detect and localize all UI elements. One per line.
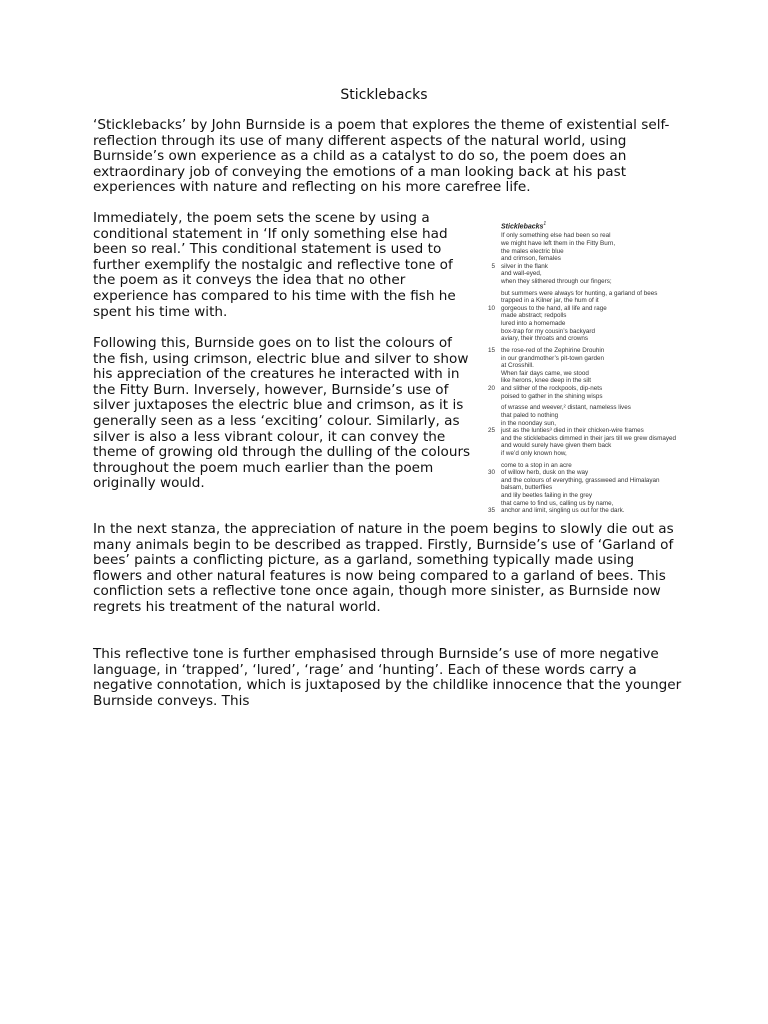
poem-line-text: If only something else had been so real xyxy=(501,232,611,240)
paragraph-negative-language: This reflective tone is further emphasised through Burnside’s use of more negative language, in ‘trapped’, ‘lured’, ‘rage’ and ‘hunting’. Each of these words carry a negative connotation, which is juxtaposed by the childlike innocence that the younger Burnside conveys. This xyxy=(93,646,682,709)
poem-line-text: gorgeous to the hand, all life and rage xyxy=(501,304,607,312)
poem-line-text: we might have left them in the Fitty Burn, xyxy=(501,239,616,247)
poem-line-text: balsam, butterflies xyxy=(501,484,553,492)
poem-line xyxy=(481,420,706,428)
poem-stanza xyxy=(481,462,706,515)
poem-line-number: 5 xyxy=(491,262,495,270)
poem-line xyxy=(481,362,706,370)
poem-line xyxy=(481,248,706,256)
paragraph-conditional: Immediately, the poem sets the scene by using a conditional statement in ‘If only something else had been so real.’ This conditional statement is used to further exemplify the nostalgic and reflective tone of the poem as it conveys the idea that no other experience has compared to his time with the fish he spent his time with. xyxy=(93,210,456,320)
poem-line xyxy=(481,385,706,393)
poem-line-number: 25 xyxy=(487,427,495,435)
poem-title-text: Sticklebacks xyxy=(501,223,544,231)
poem-line-text: and the colours of everything, grassweed and Himalayan xyxy=(501,476,660,484)
poem-line xyxy=(481,404,706,412)
poem-line-text: and the sticklebacks dimmed in their jars till we grew dismayed xyxy=(501,434,676,442)
poem-line xyxy=(481,263,706,271)
poem-line xyxy=(481,435,706,443)
poem-line-text: but summers were always for hunting, a garland of bees xyxy=(501,289,658,297)
paragraph-colours: Following this, Burnside goes on to list the colours of the fish, using crimson, electric blue and silver to show his appreciation of the creatures he interacted with in the Fitty Burn. Inversely, however, Burnside’s use of silver juxtaposes the electric blue and crimson, as it is generally seen as a less ‘exciting’ colour. Similarly, as silver is also a less vibrant colour, it can convey the theme of growing old through the dulling of the colours throughout the poem much earlier than the poem originally would. xyxy=(93,335,471,492)
poem-line xyxy=(481,477,706,485)
poem-line-text: and crimson, females xyxy=(501,255,561,263)
poem-line xyxy=(481,412,706,420)
poem-stanza xyxy=(481,232,706,285)
poem-line xyxy=(481,278,706,286)
poem-line-text: and wall-eyed, xyxy=(501,270,542,278)
poem-line xyxy=(481,393,706,401)
poem-line-text: if we’d only known how, xyxy=(501,449,567,457)
poem-stanza xyxy=(481,347,706,400)
poem-line-number: 20 xyxy=(487,384,495,392)
poem-line xyxy=(481,232,706,240)
poem-line xyxy=(481,328,706,336)
poem-line-text: come to a stop in an acre xyxy=(501,461,572,469)
poem-line xyxy=(481,347,706,355)
poem-line-text: and slither of the rockpools, dip-nets xyxy=(501,384,603,392)
poem-line-text: that paled to nothing xyxy=(501,411,559,419)
poem-stanza xyxy=(481,290,706,343)
poem-title-footnote: 1 xyxy=(543,221,547,227)
paragraph-intro: ‘Sticklebacks’ by John Burnside is a poem that explores the theme of existential self-reflection through its use of many different aspects of the natural world, using Burnside’s own experience as a child as a catalyst to do so, the poem does an extraordinary job of conveying the emotions of a man looking back at his past experiences with nature and reflecting on his more carefree life. xyxy=(93,117,670,196)
poem-line xyxy=(481,335,706,343)
poem-line xyxy=(481,312,706,320)
poem-line xyxy=(481,297,706,305)
poem-line-text: of wrasse and weever,² distant, nameless lives xyxy=(501,404,631,412)
poem-line xyxy=(481,450,706,458)
poem-line-text: when they slithered through our fingers; xyxy=(501,277,612,285)
poem-line-number: 10 xyxy=(487,304,495,312)
poem-line xyxy=(481,484,706,492)
poem-line-text: the rose-red of the Zephirine Drouhin xyxy=(501,347,605,355)
poem-image xyxy=(481,220,706,515)
poem-line-number: 30 xyxy=(487,469,495,477)
poem-line xyxy=(481,462,706,470)
poem-line-text: When fair days came, we stood xyxy=(501,369,589,377)
poem-title xyxy=(481,220,706,231)
poem-line-text: in the noonday sun, xyxy=(501,419,556,427)
poem-line-text: and lily beetles failing in the grey xyxy=(501,492,593,500)
poem-line xyxy=(481,355,706,363)
poem-line-number: 35 xyxy=(487,507,495,515)
poem-line xyxy=(481,240,706,248)
poem-line xyxy=(481,290,706,298)
poem-line xyxy=(481,255,706,263)
poem-body xyxy=(481,232,706,515)
poem-line-text: aviary, their throats and crowns xyxy=(501,335,589,343)
poem-line-text: and would surely have given them back xyxy=(501,442,612,450)
poem-line xyxy=(481,305,706,313)
poem-line xyxy=(481,507,706,515)
poem-line xyxy=(481,492,706,500)
poem-line-text: at Crosshill. xyxy=(501,362,534,370)
poem-line-text: silver in the flank xyxy=(501,262,548,270)
poem-line-text: the males electric blue xyxy=(501,247,564,255)
poem-line xyxy=(481,370,706,378)
poem-line-text: that came to find us, calling us by name, xyxy=(501,499,614,507)
poem-line-text: trapped in a Kilner jar, the hum of it xyxy=(501,297,599,305)
poem-line xyxy=(481,427,706,435)
poem-line-text: made abstract; redpolls xyxy=(501,312,567,320)
poem-line-text: of willow herb, dusk on the way xyxy=(501,469,589,477)
poem-line-text: box-trap for my cousin’s backyard xyxy=(501,327,596,335)
poem-line-number: 15 xyxy=(487,347,495,355)
poem-line-text: just as the lunties³ died in their chicken-wire frames xyxy=(501,427,644,435)
poem-line xyxy=(481,320,706,328)
poem-line xyxy=(481,442,706,450)
poem-line xyxy=(481,469,706,477)
poem-line xyxy=(481,270,706,278)
poem-line xyxy=(481,377,706,385)
poem-line-text: anchor and limit, singling us out for the dark. xyxy=(501,507,625,515)
poem-stanza xyxy=(481,404,706,457)
poem-line xyxy=(481,500,706,508)
poem-line-text: lured into a homemade xyxy=(501,320,566,328)
paragraph-garland: In the next stanza, the appreciation of nature in the poem begins to slowly die out as many animals begin to be described as trapped. Firstly, Burnside’s use of ‘Garland of bees’ paints a conflicting picture, as a garland, something typically made using flowers and other natural features is now being compared to a garland of bees. This confliction sets a reflective tone once again, though more sinister, as Burnside now regrets his treatment of the natural world. xyxy=(93,521,674,615)
poem-line-text: in our grandmother’s pit-town garden xyxy=(501,354,605,362)
poem-line-text: like herons, knee deep in the silt xyxy=(501,377,591,385)
document-title: Sticklebacks xyxy=(340,87,428,103)
poem-line-text: poised to gather in the shining wisps xyxy=(501,392,603,400)
